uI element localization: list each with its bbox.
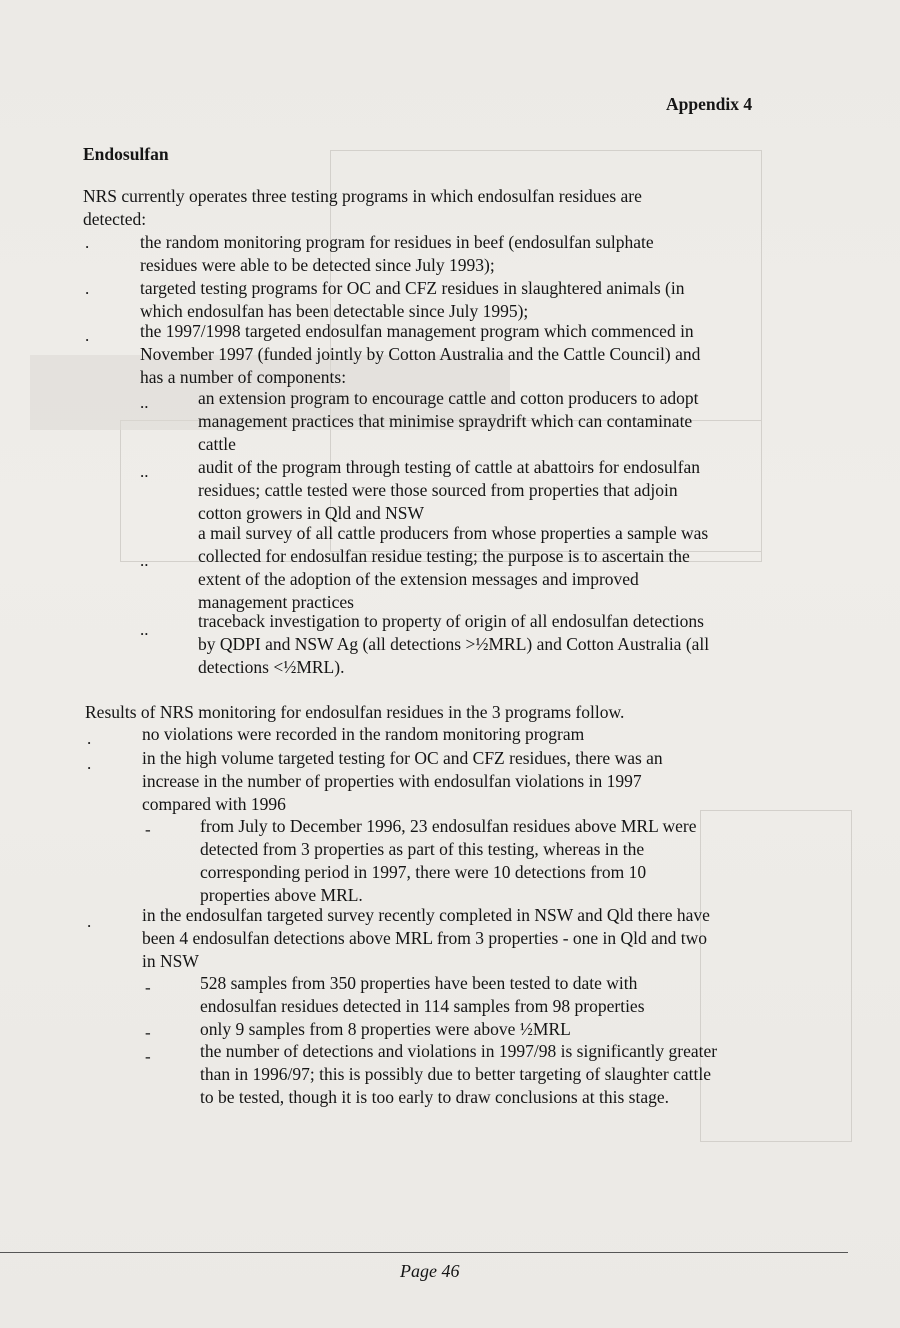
result-line: been 4 endosulfan detections above MRL from 3 properties - one in Qld and two — [142, 928, 708, 948]
result-line: increase in the number of properties with endosulfan violations in 1997 — [142, 771, 642, 791]
list-item-line: November 1997 (funded jointly by Cotton Australia and the Cattle Council) and — [140, 344, 701, 364]
result-line: in the high volume targeted testing for OC and CFZ residues, there was an — [142, 748, 663, 768]
sub-list-item-line: detections <½MRL). — [198, 657, 345, 677]
sub-bullet-marker: .. — [140, 393, 149, 412]
bullet-marker: . — [87, 912, 92, 931]
result-sub-line: properties above MRL. — [200, 885, 363, 905]
bullet-marker: . — [85, 279, 90, 298]
intro-line: NRS currently operates three testing programs in which endosulfan residues are — [83, 186, 642, 206]
sub-list-item-line: cattle — [198, 434, 236, 454]
bullet-marker: . — [87, 754, 92, 773]
list-item-line: the random monitoring program for residues in beef (endosulfan sulphate — [140, 232, 654, 252]
section-title: Endosulfan — [83, 144, 169, 164]
dash-marker: - — [145, 978, 151, 997]
sub-list-item-line: management practices that minimise spraydrift which can contaminate — [198, 411, 693, 431]
dash-marker: - — [145, 1023, 151, 1042]
result-sub-line: the number of detections and violations in 1997/98 is significantly greater — [200, 1041, 718, 1061]
sub-list-item-line: by QDPI and NSW Ag (all detections >½MRL) and Cotton Australia (all — [198, 634, 710, 654]
result-sub-line: 528 samples from 350 properties have been tested to date with — [200, 973, 638, 993]
list-item-line: residues were able to be detected since July 1993); — [140, 255, 495, 275]
footer-rule — [0, 1252, 848, 1253]
sub-list-item-line: cotton growers in Qld and NSW — [198, 503, 425, 523]
sub-bullet-marker: .. — [140, 551, 149, 570]
bullet-marker: . — [87, 729, 92, 748]
sub-list-item-line: audit of the program through testing of cattle at abattoirs for endosulfan — [198, 457, 701, 477]
list-item-line: which endosulfan has been detectable since July 1995); — [140, 301, 529, 321]
page-number: Page 46 — [400, 1261, 460, 1281]
result-sub-line: from July to December 1996, 23 endosulfan residues above MRL were — [200, 816, 697, 836]
sub-list-item-line: management practices — [198, 592, 354, 612]
result-sub-line: to be tested, though it is too early to draw conclusions at this stage. — [200, 1087, 670, 1107]
sub-list-item-line: collected for endosulfan residue testing; the purpose is to ascertain the — [198, 546, 690, 566]
result-line: in the endosulfan targeted survey recently completed in NSW and Qld there have — [142, 905, 710, 925]
sub-list-item-line: a mail survey of all cattle producers from whose properties a sample was — [198, 523, 709, 543]
bullet-marker: . — [85, 326, 90, 345]
appendix-label: Appendix 4 — [666, 94, 753, 114]
result-sub-line: endosulfan residues detected in 114 samples from 98 properties — [200, 996, 645, 1016]
dash-marker: - — [145, 820, 151, 839]
bullet-marker: . — [85, 233, 90, 252]
result-line: no violations were recorded in the random monitoring program — [142, 724, 585, 744]
list-item-line: has a number of components: — [140, 367, 347, 387]
dash-marker: - — [145, 1047, 151, 1066]
bleed-through-sidebar — [700, 810, 852, 1142]
result-sub-line: detected from 3 properties as part of this testing, whereas in the — [200, 839, 645, 859]
sub-list-item-line: an extension program to encourage cattle and cotton producers to adopt — [198, 388, 699, 408]
intro-line: detected: — [83, 209, 147, 229]
result-line: in NSW — [142, 951, 199, 971]
sub-list-item-line: traceback investigation to property of origin of all endosulfan detections — [198, 611, 704, 631]
result-sub-line: than in 1996/97; this is possibly due to better targeting of slaughter cattle — [200, 1064, 711, 1084]
result-sub-line: only 9 samples from 8 properties were above ½MRL — [200, 1019, 571, 1039]
sub-bullet-marker: .. — [140, 620, 149, 639]
result-sub-line: corresponding period in 1997, there were 10 detections from 10 — [200, 862, 647, 882]
list-item-line: targeted testing programs for OC and CFZ residues in slaughtered animals (in — [140, 278, 685, 298]
result-line: compared with 1996 — [142, 794, 286, 814]
results-intro: Results of NRS monitoring for endosulfan residues in the 3 programs follow. — [85, 702, 625, 722]
sub-list-item-line: extent of the adoption of the extension messages and improved — [198, 569, 639, 589]
sub-list-item-line: residues; cattle tested were those sourced from properties that adjoin — [198, 480, 678, 500]
list-item-line: the 1997/1998 targeted endosulfan management program which commenced in — [140, 321, 694, 341]
sub-bullet-marker: .. — [140, 462, 149, 481]
